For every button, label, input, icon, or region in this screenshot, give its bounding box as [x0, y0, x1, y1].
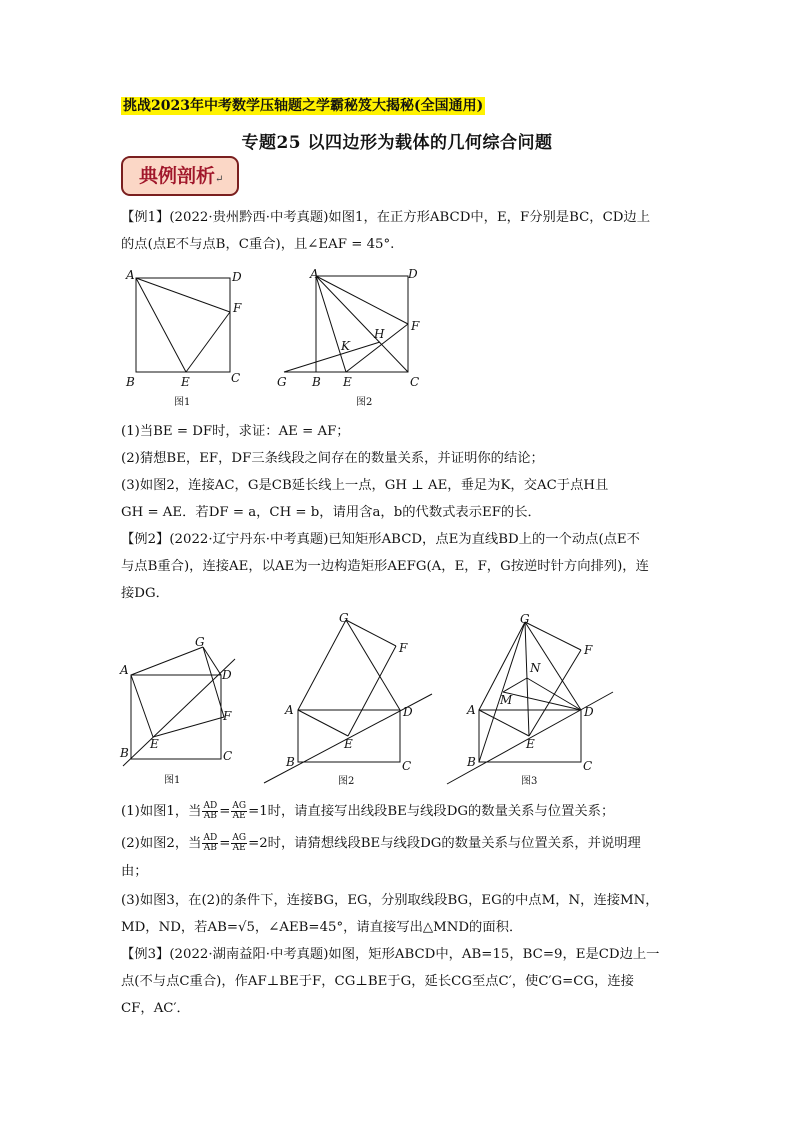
- label-h: H: [374, 327, 385, 341]
- label-g: G: [277, 375, 287, 389]
- label-f: F: [411, 319, 420, 333]
- ex2-figure3: [445, 610, 625, 790]
- ex1-question3-line1: (3)如图2，连接AC，G是CB延长线上一点，GH ⊥ AE，垂足为K，交AC于点H且: [121, 478, 609, 493]
- q1-prefix: (1)如图1，当: [121, 804, 202, 819]
- segment-af: [136, 278, 230, 312]
- label-a: A: [467, 703, 476, 717]
- segment-ae: [136, 278, 186, 372]
- label-k: K: [341, 339, 350, 353]
- ex2-question2: [121, 830, 676, 857]
- label-c: C: [402, 759, 412, 773]
- label-c: C: [410, 375, 420, 389]
- q2-prefix: (2)如图2，当: [121, 836, 202, 851]
- ex2-question2-line2: 由；: [121, 864, 148, 879]
- q1-suffix: =1时，请直接写出线段BE与线段DG的数量关系与位置关系；: [248, 804, 615, 819]
- page-title: 专题25 以四边形为载体的几何综合问题: [241, 133, 553, 153]
- q2-suffix: =2时，请猜想线段BE与线段DG的数量关系与位置关系，并说明理: [248, 836, 641, 851]
- ex3-intro-line2: 点(不与点C重合)，作AF⊥BE于F，CG⊥BE于G，延长CG至点C′，使C′G=CG，连接: [121, 974, 634, 989]
- fraction-ag-ae: $\frac{AG}{AE}$: [232, 833, 247, 853]
- ex1-figure2: [270, 264, 430, 412]
- segment-ae: [298, 710, 348, 736]
- label-e: E: [343, 375, 352, 389]
- label-g: G: [520, 612, 530, 626]
- equals-sign: =: [219, 836, 231, 851]
- segment-af: [316, 276, 408, 324]
- ex1-question1: (1)当BE = DF时，求证：AE = AF；: [121, 424, 350, 439]
- segment-dg: [203, 647, 221, 675]
- label-c: C: [583, 759, 593, 773]
- ex2-intro-line1: 【例2】(2022·辽宁丹东·中考真题)已知矩形ABCD，点E为直线BD上的一个动点(点E不: [121, 532, 640, 547]
- ex3-intro-line1: 【例3】(2022·湖南益阳·中考真题)如图，矩形ABCD中，AB=15，BC=9，E是CD边上一: [121, 947, 660, 962]
- segment-md: [503, 692, 581, 710]
- fig1-caption: 图1: [174, 397, 191, 408]
- label-e: E: [150, 737, 159, 751]
- ex2-question3-line2: MD，ND，若AB=√5，∠AEB=45°，请直接写出△MND的面积．: [121, 920, 523, 935]
- label-b: B: [312, 375, 321, 389]
- ex2-figure2: [260, 610, 440, 790]
- ex3-intro-line3: CF，AC′．: [121, 1001, 190, 1016]
- label-b: B: [467, 755, 476, 769]
- square-abcd: [131, 675, 221, 759]
- fraction-ad-ab: $\frac{AD}{AB}$: [203, 833, 218, 853]
- label-b: B: [120, 746, 129, 760]
- label-f: F: [399, 641, 408, 655]
- label-d: D: [222, 668, 232, 682]
- segment-ag: [298, 620, 346, 710]
- segment-mn: [503, 678, 527, 692]
- ex2-question3-line1: (3)如图3，在(2)的条件下，连接BG，EG，分别取线段BG，EG的中点M，N，连接MN，: [121, 893, 659, 908]
- fig2-caption: 图2: [356, 397, 373, 408]
- label-a: A: [120, 663, 129, 677]
- fig1-caption: 图1: [164, 775, 181, 786]
- fraction-ag-ae: $\frac{AG}{AE}$: [232, 801, 247, 821]
- segment-ef: [186, 312, 230, 372]
- label-e: E: [181, 375, 190, 389]
- ex2-question1: [121, 798, 676, 825]
- label-g: G: [195, 635, 205, 649]
- label-f: F: [584, 643, 593, 657]
- label-f: F: [223, 709, 232, 723]
- segment-bg: [479, 622, 525, 762]
- ex2-intro-line3: 接DG．: [121, 586, 169, 601]
- segment-ae: [479, 710, 529, 736]
- label-d: D: [232, 270, 242, 284]
- square-abcd: [136, 278, 230, 372]
- fig2-caption: 图2: [338, 776, 355, 787]
- ex1-question3-line2: GH = AE．若DF = a，CH = b，请用含a，b的代数式表示EF的长．: [121, 505, 541, 520]
- return-mark: ↵: [215, 174, 224, 185]
- label-a: A: [126, 268, 135, 282]
- label-g: G: [339, 611, 349, 625]
- ex1-figure1: [120, 266, 260, 412]
- section-badge: [121, 156, 239, 196]
- label-d: D: [403, 705, 413, 719]
- badge-text: 典例剖析: [139, 165, 216, 187]
- label-e: E: [344, 737, 353, 751]
- label-b: B: [286, 755, 295, 769]
- ex2-intro-line2: 与点B重合)，连接AE，以AE为一边构造矩形AEFG(A，E，F，G按逆时针方向排列)，连: [121, 559, 649, 574]
- label-b: B: [126, 375, 135, 389]
- ex1-question2: (2)猜想BE，EF，DF三条线段之间存在的数量关系，并证明你的结论；: [121, 451, 544, 466]
- fig3-caption: 图3: [521, 776, 538, 787]
- ex1-intro-line2: 的点(点E不与点B，C重合)，且∠EAF = 45°.: [121, 237, 395, 252]
- segment-ae: [131, 675, 153, 737]
- segment-nd: [527, 678, 581, 710]
- ex2-figure1: [117, 633, 247, 793]
- ex1-intro-line1: 【例1】(2022·贵州黔西·中考真题)如图1，在正方形ABCD中，E，F分别是BC，CD边上: [121, 210, 651, 225]
- label-e: E: [526, 737, 535, 751]
- label-d: D: [408, 267, 418, 281]
- label-m: M: [500, 693, 513, 707]
- label-c: C: [223, 749, 233, 763]
- label-a: A: [310, 267, 319, 281]
- label-d: D: [584, 705, 594, 719]
- series-header: 挑战2023年中考数学压轴题之学霸秘笈大揭秘(全国通用): [123, 98, 484, 114]
- label-c: C: [231, 371, 241, 385]
- equals-sign: =: [219, 804, 231, 819]
- label-a: A: [285, 703, 294, 717]
- label-n: N: [530, 661, 541, 675]
- fraction-ad-ab: $\frac{AD}{AB}$: [203, 801, 218, 821]
- label-f: F: [233, 301, 242, 315]
- segment-ag: [131, 647, 203, 675]
